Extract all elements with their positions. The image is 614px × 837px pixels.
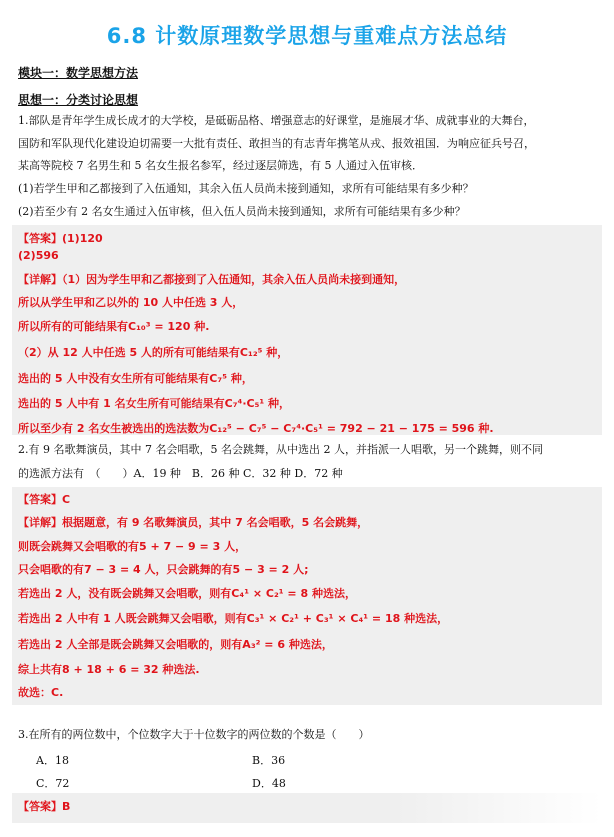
q1-detail-line: 选出的 5 人中没有女生所有可能结果有C₇⁵ 种， [18, 372, 253, 385]
q2-detail-line: 故选：C. [18, 686, 64, 699]
q2-line: 2.有 9 名歌舞演员，其中 7 名会唱歌，5 名会跳舞，从中选出 2 人，并指派一人唱歌，另一个跳舞，则不同 [18, 443, 543, 456]
page-title: 6.8 计数原理数学思想与重难点方法总结 [106, 24, 508, 48]
q2-answer: 【答案】C [18, 493, 71, 506]
q1-detail-line: 所以所有的可能结果有C₁₀³ = 120 种. [18, 320, 210, 333]
q3-option-b: B．36 [252, 754, 286, 767]
q3-option-c: C．72 [36, 777, 70, 790]
q2-detail-line: 【详解】根据题意，有 9 名歌舞演员，其中 7 名会唱歌，5 名会跳舞， [18, 516, 369, 529]
q2-detail-line: 若选出 2 人，没有既会跳舞又会唱歌，则有C₄¹ × C₂¹ = 8 种选法， [18, 587, 356, 600]
q2-detail-line: 若选出 2 人全部是既会跳舞又会唱歌的，则有A₃² = 6 种选法， [18, 638, 333, 651]
q1-line: 国防和军队现代化建设迫切需要一大批有责任、敢担当的有志青年携笔从戎、报效祖国．为响应征兵号召， [18, 137, 535, 150]
q1-line: (1)若学生甲和乙都接到了入伍通知，其余入伍人员尚未接到通知，求所有可能结果有多少种？ [18, 182, 474, 195]
q3-option-a: A．18 [36, 754, 69, 767]
q1-answer: 【答案】(1)120 [18, 232, 103, 245]
q1-detail-line: 所以至少有 2 名女生被选出的选法数为C₁₂⁵ − C₇⁵ − C₇⁴·C₅¹ = 792 − 21 − 175 = 596 种. [18, 422, 494, 435]
q2-detail-line: 综上共有8 + 18 + 6 = 32 种选法. [18, 663, 200, 676]
q2-detail-line: 只会唱歌的有7 − 3 = 4 人，只会跳舞的有5 − 3 = 2 人; [18, 563, 309, 576]
q3-stem: 3.在所有的两位数中，个位数字大于十位数字的两位数的个数是（ ） [18, 728, 370, 741]
q1-detail-line: 选出的 5 人中有 1 名女生所有可能结果有C₇⁴·C₅¹ 种， [18, 397, 291, 410]
q2-detail-line: 则既会跳舞又会唱歌的有5 + 7 − 9 = 3 人， [18, 540, 247, 553]
module-heading: 模块一：数学思想方法 [18, 66, 139, 80]
q1-detail-line: 【详解】（1）因为学生甲和乙都接到了入伍通知，其余入伍人员尚未接到通知， [18, 273, 406, 286]
q3-answer-box [12, 793, 602, 823]
q3-answer: 【答案】B [18, 800, 71, 813]
q1-line: 某高等院校 7 名男生和 5 名女生报名参军，经过逐层筛选，有 5 人通过入伍审核． [18, 159, 423, 172]
q2-detail-line: 若选出 2 人中有 1 人既会跳舞又会唱歌，则有C₃¹ × C₂¹ + C₃¹ × C₄¹ = 18 种选法， [18, 612, 449, 625]
q1-detail-line: （2）从 12 人中任选 5 人的所有可能结果有C₁₂⁵ 种， [18, 346, 289, 359]
q1-detail-line: 所以从学生甲和乙以外的 10 人中任选 3 人， [18, 296, 244, 309]
idea-heading: 思想一：分类讨论思想 [18, 93, 139, 107]
q1-line: (2)若至少有 2 名女生通过入伍审核，但入伍人员尚未接到通知，求所有可能结果有多少种？ [18, 205, 466, 218]
q1-line: 1.部队是青年学生成长成才的大学校，是砥砺品格、增强意志的好课堂，是施展才华、成就事业的大舞台， [18, 114, 535, 127]
q1-answer: (2)596 [18, 249, 59, 262]
q3-option-d: D．48 [252, 777, 286, 790]
q2-line: 的选派方法有 （ ）A．19 种 B．26 种 C．32 种 D．72 种 [18, 467, 343, 480]
